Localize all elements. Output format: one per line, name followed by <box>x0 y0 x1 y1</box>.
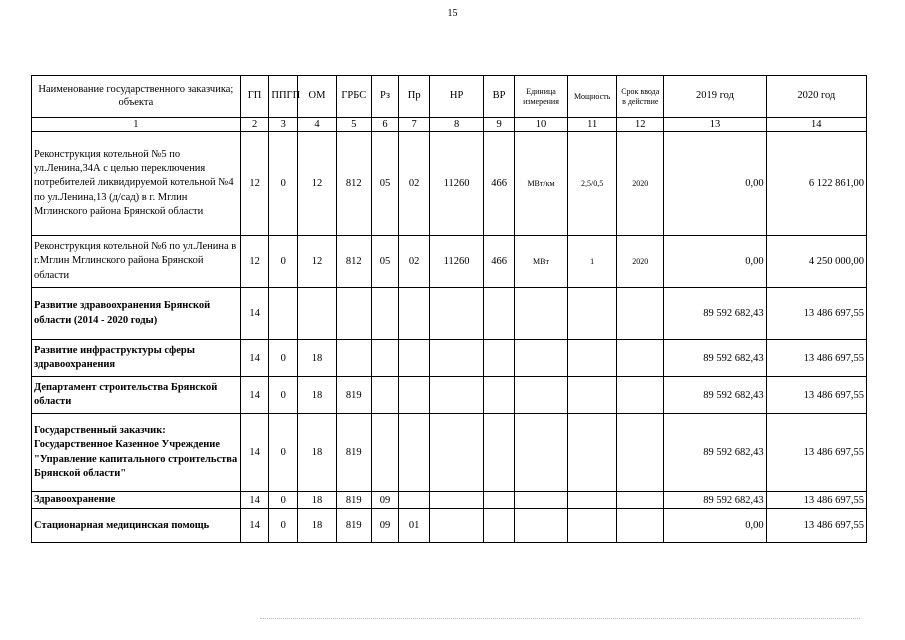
grbs-cell: 819 <box>336 492 371 509</box>
header-cell: ВР <box>484 76 515 118</box>
unit-cell: МВт <box>514 236 567 288</box>
amount-2020-cell: 13 486 697,55 <box>766 340 866 377</box>
grbs-cell: 819 <box>336 414 371 492</box>
year-cell <box>617 340 664 377</box>
power-cell: 1 <box>568 236 617 288</box>
vr-cell <box>484 492 515 509</box>
grbs-cell: 819 <box>336 509 371 543</box>
header-cell: Мощность <box>568 76 617 118</box>
gp-cell: 14 <box>240 288 269 340</box>
vr-cell <box>484 414 515 492</box>
gp-cell: 12 <box>240 236 269 288</box>
header-cell: 2019 год <box>664 76 766 118</box>
table-row <box>32 340 867 377</box>
header-cell: Пр <box>399 76 430 118</box>
column-number: 12 <box>617 118 664 132</box>
column-number: 11 <box>568 118 617 132</box>
om-cell: 18 <box>298 492 337 509</box>
scan-artifact-line <box>260 618 860 620</box>
unit-cell <box>514 492 567 509</box>
pr-cell <box>399 492 430 509</box>
pr-cell <box>399 288 430 340</box>
column-number: 14 <box>766 118 866 132</box>
rz-cell <box>371 414 399 492</box>
table-row <box>32 509 867 543</box>
vr-cell <box>484 288 515 340</box>
grbs-cell <box>336 340 371 377</box>
column-number: 4 <box>298 118 337 132</box>
unit-cell <box>514 340 567 377</box>
pr-cell <box>399 340 430 377</box>
header-cell: ППГП <box>269 76 298 118</box>
amount-2020-cell: 13 486 697,55 <box>766 492 866 509</box>
header-cell: ГРБС <box>336 76 371 118</box>
unit-cell <box>514 509 567 543</box>
amount-2019-cell: 0,00 <box>664 236 766 288</box>
amount-2020-cell: 13 486 697,55 <box>766 414 866 492</box>
header-cell: Срок ввода в действие <box>617 76 664 118</box>
amount-2019-cell: 89 592 682,43 <box>664 414 766 492</box>
gp-cell: 14 <box>240 414 269 492</box>
header-cell: 2020 год <box>766 76 866 118</box>
amount-2020-cell: 13 486 697,55 <box>766 509 866 543</box>
power-cell <box>568 377 617 414</box>
nr-cell: 11260 <box>430 236 484 288</box>
vr-cell <box>484 377 515 414</box>
vr-cell: 466 <box>484 236 515 288</box>
object-name: Департамент строительства Брянской области <box>32 377 241 414</box>
grbs-cell: 812 <box>336 236 371 288</box>
ppgp-cell: 0 <box>269 377 298 414</box>
power-cell <box>568 288 617 340</box>
gp-cell: 14 <box>240 377 269 414</box>
column-number: 6 <box>371 118 399 132</box>
rz-cell <box>371 340 399 377</box>
year-cell: 2020 <box>617 132 664 236</box>
object-name: Развитие здравоохранения Брянской области (2014 - 2020 годы) <box>32 288 241 340</box>
column-number: 1 <box>32 118 241 132</box>
year-cell <box>617 509 664 543</box>
object-name: Стационарная медицинская помощь <box>32 509 241 543</box>
column-number: 5 <box>336 118 371 132</box>
nr-cell <box>430 288 484 340</box>
ppgp-cell <box>269 288 298 340</box>
unit-cell <box>514 414 567 492</box>
pr-cell <box>399 414 430 492</box>
object-name: Развитие инфраструктуры сферы здравоохранения <box>32 340 241 377</box>
year-cell <box>617 414 664 492</box>
amount-2019-cell: 89 592 682,43 <box>664 377 766 414</box>
rz-cell: 05 <box>371 132 399 236</box>
grbs-cell <box>336 288 371 340</box>
header-cell: НР <box>430 76 484 118</box>
column-number: 8 <box>430 118 484 132</box>
amount-2019-cell: 89 592 682,43 <box>664 288 766 340</box>
gp-cell: 14 <box>240 509 269 543</box>
ppgp-cell: 0 <box>269 414 298 492</box>
om-cell <box>298 288 337 340</box>
budget-table <box>31 75 867 543</box>
amount-2020-cell: 13 486 697,55 <box>766 377 866 414</box>
amount-2020-cell: 4 250 000,00 <box>766 236 866 288</box>
om-cell: 18 <box>298 340 337 377</box>
gp-cell: 14 <box>240 340 269 377</box>
table-row <box>32 236 867 288</box>
year-cell <box>617 377 664 414</box>
column-number: 7 <box>399 118 430 132</box>
om-cell: 12 <box>298 236 337 288</box>
amount-2019-cell: 89 592 682,43 <box>664 340 766 377</box>
amount-2020-cell: 6 122 861,00 <box>766 132 866 236</box>
om-cell: 18 <box>298 414 337 492</box>
power-cell: 2,5/0,5 <box>568 132 617 236</box>
header-cell: Рз <box>371 76 399 118</box>
rz-cell <box>371 288 399 340</box>
power-cell <box>568 340 617 377</box>
grbs-cell: 812 <box>336 132 371 236</box>
om-cell: 12 <box>298 132 337 236</box>
rz-cell: 09 <box>371 509 399 543</box>
page-number: 15 <box>447 8 458 19</box>
rz-cell: 05 <box>371 236 399 288</box>
table-row <box>32 288 867 340</box>
nr-cell <box>430 414 484 492</box>
rz-cell <box>371 377 399 414</box>
column-number-row <box>32 118 867 132</box>
header-cell: ГП <box>240 76 269 118</box>
nr-cell <box>430 340 484 377</box>
nr-cell <box>430 377 484 414</box>
pr-cell: 01 <box>399 509 430 543</box>
om-cell: 18 <box>298 377 337 414</box>
year-cell <box>617 492 664 509</box>
header-cell: Единица измерения <box>514 76 567 118</box>
ppgp-cell: 0 <box>269 236 298 288</box>
object-name: Здравоохранение <box>32 492 241 509</box>
nr-cell <box>430 509 484 543</box>
gp-cell: 12 <box>240 132 269 236</box>
power-cell <box>568 414 617 492</box>
amount-2019-cell: 0,00 <box>664 132 766 236</box>
ppgp-cell: 0 <box>269 492 298 509</box>
pr-cell <box>399 377 430 414</box>
ppgp-cell: 0 <box>269 132 298 236</box>
nr-cell: 11260 <box>430 132 484 236</box>
column-number: 9 <box>484 118 515 132</box>
vr-cell: 466 <box>484 132 515 236</box>
year-cell <box>617 288 664 340</box>
object-name: Реконструкция котельной №5 по ул.Ленина,34А с целью переключения потребителей ликвидируемой котельной №4 по ул.Ленина,13 (д/сад) в г. Мглин Мглинского района Брянской области <box>32 132 241 236</box>
amount-2020-cell: 13 486 697,55 <box>766 288 866 340</box>
table-row <box>32 377 867 414</box>
pr-cell: 02 <box>399 132 430 236</box>
object-name: Реконструкция котельной №6 по ул.Ленина в г.Мглин Мглинского района Брянской области <box>32 236 241 288</box>
year-cell: 2020 <box>617 236 664 288</box>
grbs-cell: 819 <box>336 377 371 414</box>
nr-cell <box>430 492 484 509</box>
rz-cell: 09 <box>371 492 399 509</box>
unit-cell <box>514 288 567 340</box>
ppgp-cell: 0 <box>269 340 298 377</box>
header-cell: Наименование государственного заказчика; объекта <box>32 76 241 118</box>
table-row <box>32 492 867 509</box>
gp-cell: 14 <box>240 492 269 509</box>
amount-2019-cell: 0,00 <box>664 509 766 543</box>
column-number: 10 <box>514 118 567 132</box>
amount-2019-cell: 89 592 682,43 <box>664 492 766 509</box>
column-number: 3 <box>269 118 298 132</box>
unit-cell <box>514 377 567 414</box>
table-row <box>32 414 867 492</box>
vr-cell <box>484 340 515 377</box>
unit-cell: МВт/км <box>514 132 567 236</box>
object-name: Государственный заказчик: Государственное Казенное Учреждение "Управление капитального строительства Брянской области" <box>32 414 241 492</box>
column-number: 13 <box>664 118 766 132</box>
power-cell <box>568 492 617 509</box>
column-number: 2 <box>240 118 269 132</box>
header-row <box>32 76 867 118</box>
ppgp-cell: 0 <box>269 509 298 543</box>
table-row <box>32 132 867 236</box>
header-cell: ОМ <box>298 76 337 118</box>
om-cell: 18 <box>298 509 337 543</box>
pr-cell: 02 <box>399 236 430 288</box>
vr-cell <box>484 509 515 543</box>
power-cell <box>568 509 617 543</box>
